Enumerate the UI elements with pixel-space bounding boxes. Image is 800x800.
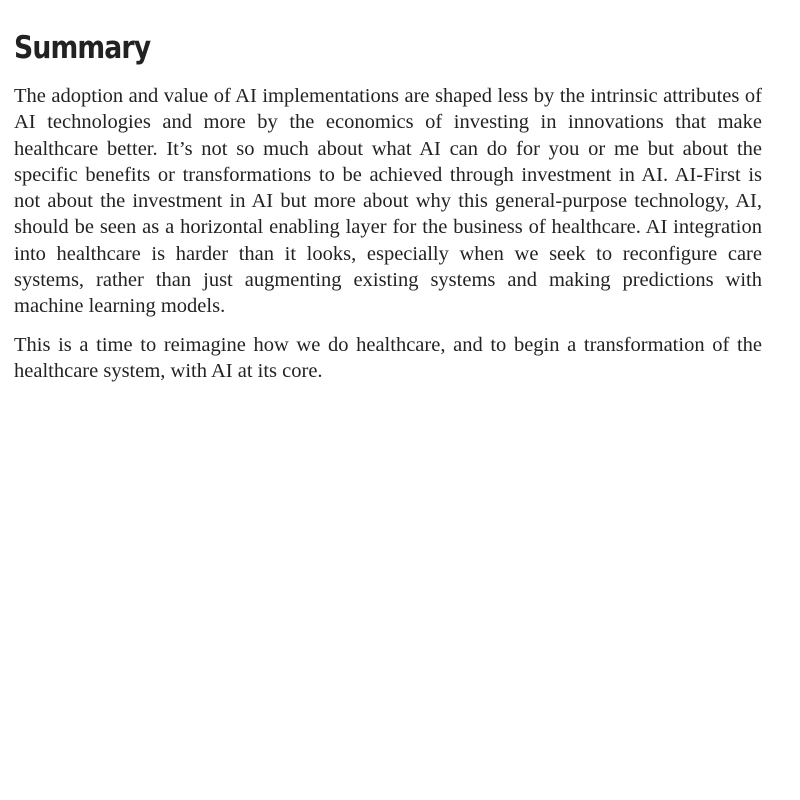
summary-paragraph-1: The adoption and value of AI implementations are shaped less by the intrinsic attributes of AI technologies and more by the economics of investing in innovations that make healthcare better. It’s not so much about what AI can do for you or me but about the specific benefits or transformations to be achieved through investment in AI. AI-First is not about the investment in AI but more about why this general-purpose technology, AI, should be seen as a horizontal enabling layer for the business of healthcare. AI integration into healthcare is harder than it looks, especially when we seek to reconfigure care systems, rather than just augmenting existing systems and making predictions with machine learning models. — [14, 85, 762, 318]
summary-paragraph-2: This is a time to reimagine how we do healthcare, and to begin a transformation of the healthcare system, with AI at its core. — [14, 333, 762, 382]
section-heading: Summary — [14, 30, 151, 66]
